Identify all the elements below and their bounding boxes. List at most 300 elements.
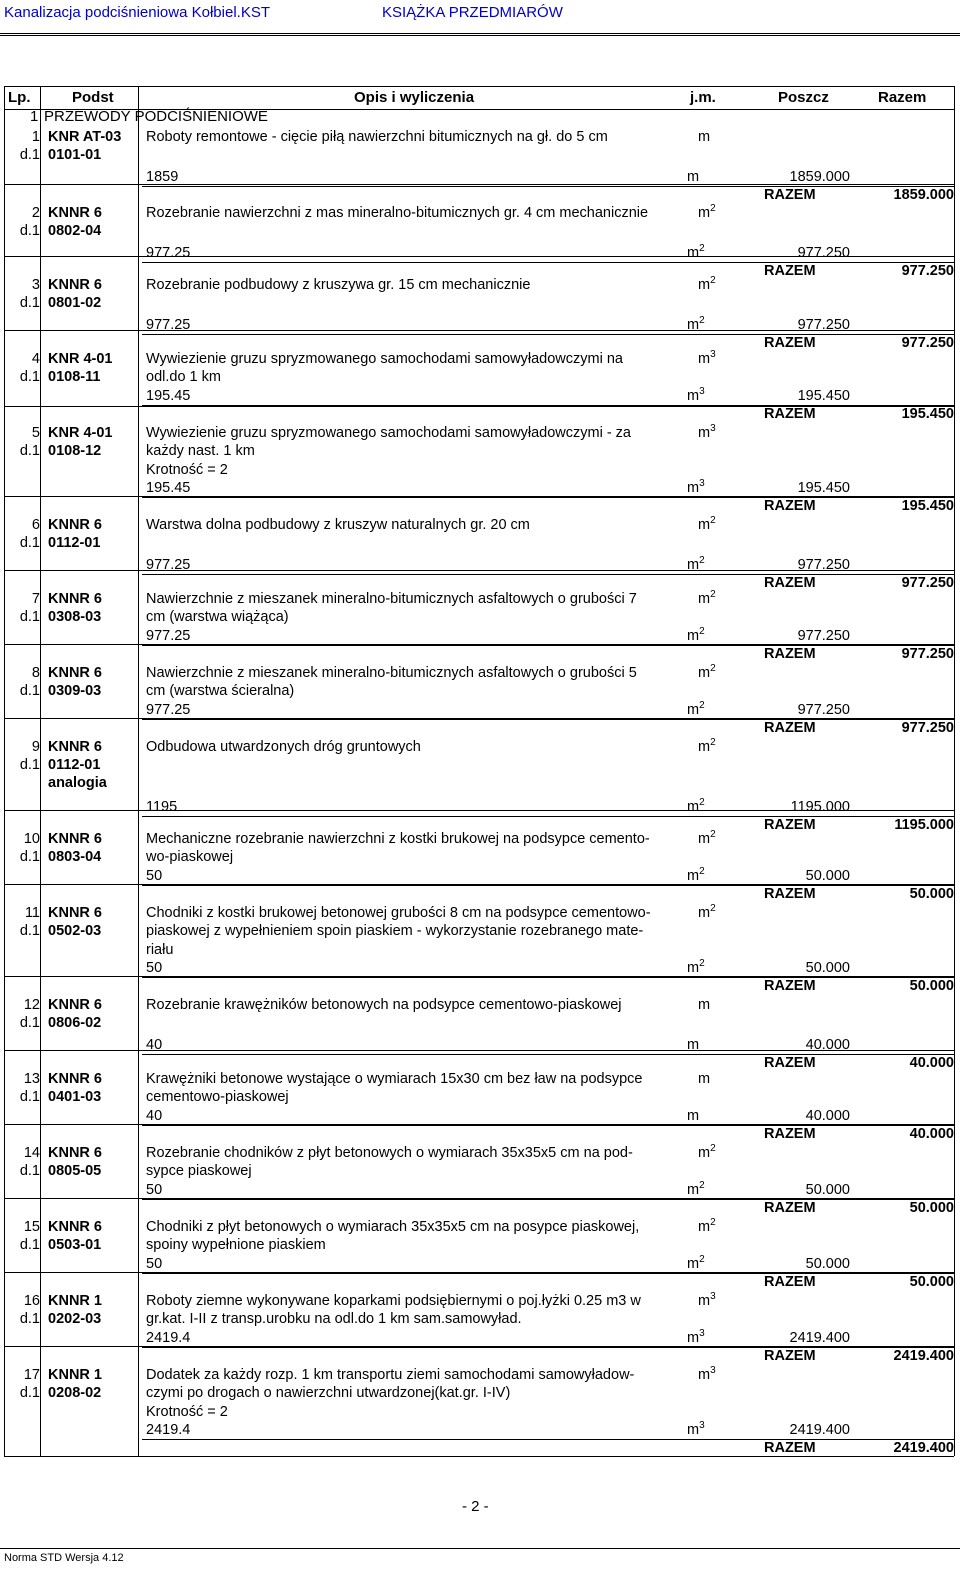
position-number: 1: [31, 129, 40, 145]
position-separator: [4, 1346, 954, 1347]
position-number: 16: [23, 1293, 40, 1309]
unit-base: m: [687, 1422, 700, 1439]
position-number: 12: [23, 997, 40, 1013]
quantity-unit: [687, 867, 705, 885]
razem-label: RAZEM: [764, 1440, 816, 1457]
section-number: 1: [30, 108, 39, 125]
subtotal-rule: [142, 334, 954, 335]
position-basis: KNNR 6: [48, 591, 102, 607]
quantity-expression: 40: [146, 1037, 163, 1053]
position-description: Wywiezienie gruzu spryzmowanego samochodami samowyładowczymi na: [146, 351, 623, 367]
unit-exponent: 2: [710, 903, 716, 915]
col-lp: Lp.: [8, 89, 31, 106]
position-description: Wywiezienie gruzu spryzmowanego samochodami samowyładowczymi - za: [146, 425, 631, 441]
quantity-expression: 50: [146, 867, 163, 884]
position-basis: 0112-01: [48, 535, 101, 551]
col-poszcz: Poszcz: [778, 89, 829, 106]
position-separator: [4, 406, 954, 407]
position-item: [4, 737, 954, 833]
col-jm: j.m.: [690, 89, 716, 106]
unit-exponent: 2: [710, 1217, 716, 1229]
quantity-value: 977.250: [797, 627, 850, 644]
position-number: 13: [23, 1071, 40, 1087]
column-header-row: [4, 86, 954, 110]
quantity-expression: 2419.4: [146, 1422, 191, 1439]
razem-value: 50.000: [909, 978, 954, 995]
unit-base: m: [687, 317, 700, 333]
quantity-unit: [687, 798, 705, 816]
subtotal-rule: [142, 1439, 954, 1440]
position-description: Roboty ziemne wykonywane koparkami podsiębiernymi o poj.łyżki 0.25 m3 w: [146, 1293, 641, 1309]
position-basis: KNR 4-01: [48, 425, 113, 441]
position-item: [4, 515, 954, 591]
position-basis: KNNR 6: [48, 205, 102, 221]
position-item: [4, 275, 954, 351]
position-description: wo-piaskowej: [146, 849, 234, 866]
unit-base: m: [698, 905, 711, 921]
quantity-expression: 1195: [146, 799, 178, 815]
quantity-value: 977.250: [797, 245, 850, 261]
position-number: 10: [23, 831, 40, 847]
razem-value: 977.250: [901, 335, 954, 351]
position-number: 17: [23, 1367, 40, 1383]
position-number: 9: [31, 739, 40, 755]
position-description: sypce piaskowej: [146, 1163, 252, 1180]
quantity-value: 1195.000: [790, 799, 850, 815]
position-basis: 0806-02: [48, 1015, 102, 1031]
position-basis: 0802-04: [48, 223, 102, 239]
header-rule: [0, 33, 960, 34]
position-description: piaskowej z wypełnieniem spoin piaskiem - wykorzystanie rozebranego mate-: [146, 923, 644, 940]
position-basis: KNNR 6: [48, 277, 102, 293]
position-description: Krotność = 2: [146, 461, 228, 478]
position-unit: [698, 1292, 716, 1310]
quantity-unit: [687, 556, 705, 574]
position-basis: 0401-03: [48, 1089, 102, 1105]
position-detail: d.1: [19, 1163, 40, 1179]
col-opis: Opis i wyliczenia: [354, 89, 475, 106]
position-item: [4, 1292, 954, 1362]
position-basis: KNR 4-01: [48, 351, 113, 367]
unit-base: m: [687, 1329, 700, 1346]
page-number: - 2 -: [462, 1498, 489, 1515]
razem-label: RAZEM: [764, 1199, 816, 1216]
unit-base: m: [698, 129, 711, 145]
position-detail: d.1: [19, 609, 40, 625]
unit-base: m: [687, 1107, 700, 1124]
position-basis: 0108-11: [48, 369, 101, 385]
unit-base: m: [698, 277, 711, 293]
position-basis: 0112-01: [48, 757, 101, 773]
position-detail: d.1: [19, 1311, 40, 1327]
quantity-value: 50.000: [805, 960, 850, 977]
razem-value: 50.000: [909, 1199, 954, 1216]
quantity-value: 977.250: [797, 557, 850, 573]
unit-base: m: [698, 1219, 711, 1235]
position-unit: [698, 1366, 716, 1384]
quantity-value: 195.450: [797, 387, 850, 404]
position-detail: d.1: [19, 535, 40, 551]
position-item: [4, 1144, 954, 1214]
unit-exponent: 2: [699, 243, 705, 255]
razem-label: RAZEM: [764, 1347, 816, 1364]
position-detail: d.1: [19, 1385, 40, 1401]
razem-value: 977.250: [901, 719, 954, 736]
razem-value: 977.250: [901, 575, 954, 591]
unit-exponent: 2: [699, 865, 705, 877]
quantity-value: 195.450: [797, 480, 850, 497]
position-item: [4, 590, 954, 660]
position-detail: d.1: [19, 1237, 40, 1253]
position-item: [4, 830, 954, 900]
position-description: Odbudowa utwardzonych dróg gruntowych: [146, 739, 421, 755]
footer-rule: [0, 1548, 960, 1549]
position-description: cementowo-piaskowej: [146, 1089, 289, 1106]
position-description: Mechaniczne rozebranie nawierzchni z kostki brukowej na podsypce cemento-: [146, 831, 650, 847]
subtotal-rule: [142, 574, 954, 575]
razem-label: RAZEM: [764, 1273, 816, 1290]
unit-exponent: 2: [699, 1253, 705, 1265]
razem-label: RAZEM: [764, 335, 816, 351]
position-basis: 0309-03: [48, 683, 102, 699]
position-detail: d.1: [19, 1089, 40, 1105]
razem-value: 2419.400: [893, 1440, 954, 1457]
position-separator: [4, 976, 954, 977]
razem-label: RAZEM: [764, 817, 816, 833]
position-number: 5: [31, 425, 40, 441]
razem-label: RAZEM: [764, 978, 816, 995]
quantity-unit: [687, 1255, 705, 1273]
position-separator: [4, 256, 954, 257]
unit-base: m: [687, 867, 700, 884]
unit-base: m: [687, 627, 700, 644]
unit-exponent: 2: [710, 589, 716, 601]
razem-value: 40.000: [909, 1055, 954, 1071]
position-number: 3: [31, 277, 40, 293]
position-basis: analogia: [48, 775, 107, 791]
subtotal-rule: [142, 262, 954, 263]
quantity-unit: [687, 1421, 705, 1439]
position-description: riału: [146, 941, 174, 958]
razem-label: RAZEM: [764, 263, 816, 279]
column-rule: [4, 86, 5, 1456]
position-basis: 0208-02: [48, 1385, 102, 1401]
column-rule: [954, 86, 955, 1456]
position-basis: 0502-03: [48, 923, 102, 939]
quantity-unit: [687, 627, 705, 645]
razem-label: RAZEM: [764, 405, 816, 422]
position-basis: KNNR 6: [48, 517, 102, 533]
razem-label: RAZEM: [764, 498, 816, 515]
position-description: Dodatek za każdy rozp. 1 km transportu ziemi samochodami samowyładow-: [146, 1367, 635, 1383]
quantity-expression: 195.45: [146, 480, 191, 497]
unit-exponent: 2: [710, 737, 716, 749]
position-separator: [4, 570, 954, 571]
quantity-expression: 977.25: [146, 557, 191, 573]
quantity-expression: 2419.4: [146, 1329, 191, 1346]
quantity-unit: [687, 244, 705, 262]
unit-exponent: 2: [699, 315, 705, 327]
col-podst: Podst: [72, 89, 114, 106]
position-item: [4, 996, 954, 1071]
position-unit: [698, 424, 716, 442]
quantity-expression: 195.45: [146, 387, 191, 404]
razem-value: 40.000: [909, 1125, 954, 1142]
position-unit: [698, 516, 716, 534]
position-separator: [4, 1124, 954, 1125]
position-separator: [4, 1456, 954, 1457]
position-item: [4, 350, 954, 420]
razem-value: 195.450: [901, 405, 954, 422]
position-separator: [4, 1272, 954, 1273]
position-basis: KNNR 6: [48, 1219, 102, 1235]
position-unit: [698, 1144, 716, 1162]
unit-exponent: 2: [710, 203, 716, 215]
position-basis: 0101-01: [48, 147, 102, 163]
position-unit: [698, 996, 710, 1014]
position-description: cm (warstwa wiążąca): [146, 609, 289, 626]
position-basis: 0801-02: [48, 295, 102, 311]
position-description: Rozebranie chodników z płyt betonowych o wymiarach 35x35x5 cm na pod-: [146, 1145, 633, 1161]
quantity-value: 977.250: [797, 701, 850, 718]
quantity-value: 2419.400: [789, 1422, 850, 1439]
position-detail: d.1: [19, 369, 40, 385]
position-separator: [4, 184, 954, 185]
position-basis: 0805-05: [48, 1163, 102, 1179]
position-description: Chodniki z kostki brukowej betonowej grubości 8 cm na podsypce cementowo-: [146, 905, 651, 921]
unit-base: m: [698, 831, 711, 847]
position-item: [4, 1218, 954, 1288]
position-unit: [698, 1070, 710, 1088]
razem-label: RAZEM: [764, 1125, 816, 1142]
position-description: Roboty remontowe - cięcie piłą nawierzchni bitumicznych na gł. do 5 cm: [146, 129, 608, 145]
unit-base: m: [698, 739, 711, 755]
quantity-expression: 977.25: [146, 627, 191, 644]
position-item: [4, 423, 954, 515]
unit-exponent: 2: [699, 555, 705, 567]
quantity-unit: [687, 1036, 699, 1054]
position-basis: KNNR 6: [48, 739, 102, 755]
position-basis: KNNR 6: [48, 831, 102, 847]
position-description: Rozebranie krawężników betonowych na podsypce cementowo-piaskowej: [146, 997, 622, 1013]
position-number: 2: [31, 205, 40, 221]
position-separator: [4, 644, 954, 645]
position-unit: [698, 664, 716, 682]
razem-value: 50.000: [909, 1273, 954, 1290]
quantity-expression: 977.25: [146, 701, 191, 718]
quantity-expression: 1859: [146, 169, 179, 185]
position-number: 8: [31, 665, 40, 681]
unit-base: m: [687, 1181, 700, 1198]
position-basis: 0503-01: [48, 1237, 102, 1253]
quantity-expression: 50: [146, 960, 163, 977]
position-separator: [4, 1198, 954, 1199]
unit-base: m: [698, 591, 711, 607]
header-rule-double: [0, 35, 960, 36]
position-number: 7: [31, 591, 40, 607]
position-number: 15: [23, 1219, 40, 1235]
unit-exponent: 3: [710, 349, 716, 361]
position-separator: [4, 1050, 954, 1051]
footer-text: Norma STD Wersja 4.12: [4, 1552, 124, 1564]
unit-base: m: [687, 245, 700, 261]
position-unit: [698, 276, 716, 294]
unit-exponent: 2: [710, 515, 716, 527]
position-basis: KNNR 6: [48, 1145, 102, 1161]
razem-label: RAZEM: [764, 1055, 816, 1071]
quantity-value: 50.000: [805, 1255, 850, 1272]
unit-exponent: 2: [710, 829, 716, 841]
position-detail: d.1: [19, 223, 40, 239]
quantity-unit: [687, 1329, 705, 1347]
position-item: [4, 1070, 954, 1140]
position-item: [4, 203, 954, 279]
unit-base: m: [698, 1145, 711, 1161]
position-separator: [4, 810, 954, 811]
position-separator: [4, 718, 954, 719]
unit-base: m: [698, 1293, 711, 1309]
quantity-value: 1859.000: [789, 169, 850, 185]
unit-exponent: 2: [699, 1179, 705, 1191]
quantity-unit: [687, 959, 705, 977]
unit-exponent: 2: [699, 958, 705, 970]
unit-base: m: [698, 665, 711, 681]
quantity-unit: [687, 387, 705, 405]
position-description: Nawierzchnie z mieszanek mineralno-bitumicznych asfaltowych o grubości 7: [146, 591, 637, 607]
column-rule: [138, 86, 139, 1456]
unit-exponent: 3: [699, 1420, 705, 1432]
position-description: Rozebranie podbudowy z kruszywa gr. 15 cm mechanicznie: [146, 277, 531, 293]
position-separator: [4, 884, 954, 885]
unit-base: m: [698, 425, 711, 441]
position-basis: 0108-12: [48, 443, 102, 459]
razem-label: RAZEM: [764, 645, 816, 662]
position-number: 14: [23, 1145, 40, 1161]
subtotal-rule: [142, 816, 954, 817]
document-header-title: KSIĄŻKA PRZEDMIARÓW: [382, 4, 563, 21]
quantity-value: 977.250: [797, 317, 850, 333]
unit-base: m: [698, 997, 711, 1013]
quantity-value: 50.000: [805, 867, 850, 884]
quantity-unit: [687, 479, 705, 497]
position-detail: d.1: [19, 683, 40, 699]
subtotal-rule: [142, 977, 954, 978]
quantity-unit: [687, 1181, 705, 1199]
position-description: odl.do 1 km: [146, 369, 221, 386]
position-basis: 0803-04: [48, 849, 102, 865]
subtotal-rule: [142, 186, 954, 187]
quantity-unit: [687, 1107, 699, 1125]
position-detail: d.1: [19, 757, 40, 773]
position-separator: [4, 330, 954, 331]
razem-value: 50.000: [909, 885, 954, 902]
razem-value: 1859.000: [893, 187, 954, 203]
position-description: spoiny wypełnione piaskiem: [146, 1237, 326, 1254]
quantity-unit: [687, 316, 705, 334]
subtotal-rule: [142, 1054, 954, 1055]
unit-exponent: 3: [710, 423, 716, 435]
unit-base: m: [687, 557, 700, 573]
quantity-value: 50.000: [805, 1181, 850, 1198]
document-header-left: Kanalizacja podciśnieniowa Kołbiel.KST: [4, 4, 270, 21]
quantity-expression: 40: [146, 1107, 163, 1124]
position-basis: KNR AT-03: [48, 129, 122, 145]
unit-base: m: [687, 480, 700, 497]
position-basis: KNNR 6: [48, 905, 102, 921]
position-unit: [698, 590, 716, 608]
razem-value: 2419.400: [893, 1347, 954, 1364]
razem-value: 977.250: [901, 263, 954, 279]
quantity-expression: 977.25: [146, 245, 191, 261]
position-number: 6: [31, 517, 40, 533]
razem-label: RAZEM: [764, 575, 816, 591]
unit-exponent: 3: [699, 478, 705, 490]
quantity-expression: 50: [146, 1181, 163, 1198]
unit-exponent: 3: [699, 1327, 705, 1339]
position-description: cm (warstwa ścieralna): [146, 683, 295, 700]
position-detail: d.1: [19, 1015, 40, 1031]
subtotal-rule: [142, 497, 954, 498]
unit-exponent: 2: [710, 275, 716, 287]
quantity-value: 2419.400: [789, 1329, 850, 1346]
unit-exponent: 2: [699, 797, 705, 809]
unit-base: m: [687, 387, 700, 404]
position-basis: KNNR 6: [48, 1071, 102, 1087]
position-basis: KNNR 1: [48, 1367, 102, 1383]
position-description: Krawężniki betonowe wystające o wymiarach 15x30 cm bez ław na podsypce: [146, 1071, 643, 1087]
position-description: Warstwa dolna podbudowy z kruszyw naturalnych gr. 20 cm: [146, 517, 530, 533]
unit-base: m: [698, 205, 711, 221]
position-unit: [698, 1218, 716, 1236]
unit-exponent: 3: [710, 1291, 716, 1303]
position-unit: [698, 350, 716, 368]
unit-base: m: [687, 1255, 700, 1272]
position-basis: 0202-03: [48, 1311, 102, 1327]
position-description: Rozebranie nawierzchni z mas mineralno-bitumicznych gr. 4 cm mechanicznie: [146, 205, 649, 221]
unit-exponent: 2: [699, 625, 705, 637]
unit-base: m: [687, 701, 700, 718]
unit-base: m: [698, 1367, 711, 1383]
unit-base: m: [698, 351, 711, 367]
position-unit: [698, 128, 710, 146]
quantity-expression: 50: [146, 1255, 163, 1272]
position-detail: d.1: [19, 849, 40, 865]
position-basis: KNNR 6: [48, 997, 102, 1013]
position-unit: [698, 904, 716, 922]
position-item: [4, 1365, 954, 1457]
position-unit: [698, 738, 716, 756]
razem-label: RAZEM: [764, 187, 816, 203]
position-description: Krotność = 2: [146, 1403, 228, 1420]
col-razem: Razem: [878, 89, 927, 106]
unit-exponent: 3: [699, 385, 705, 397]
section-title: PRZEWODY PODCIŚNIENIOWE: [44, 108, 268, 125]
unit-base: m: [698, 517, 711, 533]
position-description: czymi po drogach o nawierzchni utwardzonej(kat.gr. I-IV): [146, 1385, 511, 1402]
position-description: gr.kat. I-II z transp.urobku na odl.do 1 km sam.samowyład.: [146, 1311, 522, 1328]
position-detail: d.1: [19, 295, 40, 311]
unit-base: m: [687, 960, 700, 977]
razem-value: 1195.000: [894, 817, 954, 833]
position-unit: [698, 830, 716, 848]
unit-base: m: [687, 799, 700, 815]
position-item: [4, 903, 954, 995]
razem-label: RAZEM: [764, 885, 816, 902]
position-item: [4, 128, 954, 203]
position-description: Chodniki z płyt betonowych o wymiarach 35x35x5 cm na posypce piaskowej,: [146, 1219, 640, 1235]
unit-base: m: [687, 169, 700, 185]
quantity-unit: [687, 701, 705, 719]
